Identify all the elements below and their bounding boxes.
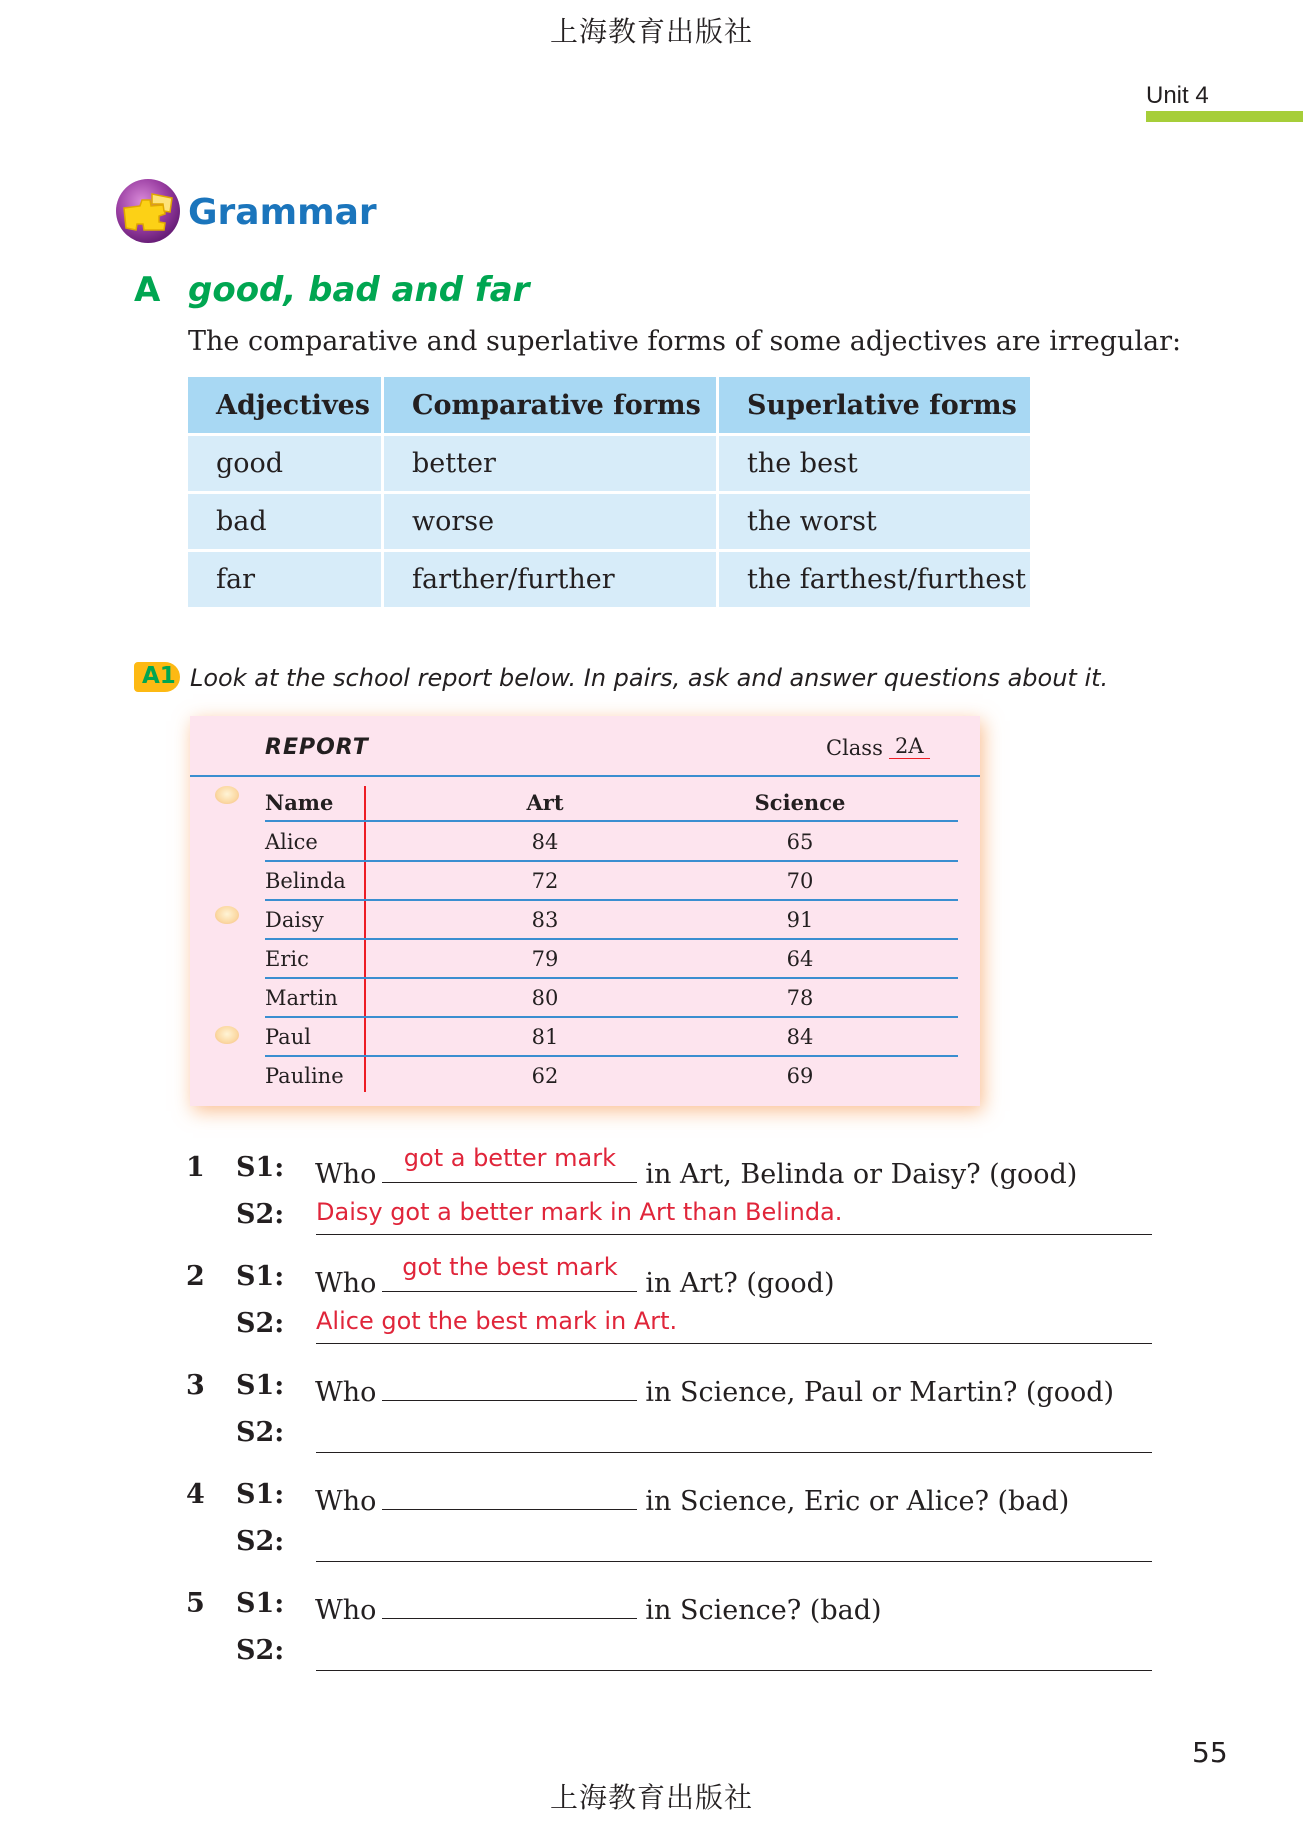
report-cell: 70: [786, 869, 814, 893]
binder-hole: [215, 1026, 239, 1044]
report-row: [265, 939, 958, 979]
page-number: 55: [1192, 1736, 1228, 1769]
question-who: Who: [315, 1486, 377, 1517]
question-number: 4: [186, 1479, 205, 1510]
table-header-cell: Adjectives: [188, 377, 381, 433]
written-answer: Daisy got a better mark in Art than Belinda.: [316, 1198, 843, 1226]
report-row: [265, 1056, 958, 1094]
question-number: 5: [186, 1588, 205, 1619]
report-cell: 91: [786, 908, 814, 932]
report-cell: 79: [531, 947, 559, 971]
report-row: [265, 861, 958, 901]
question-text: [315, 1370, 1114, 1408]
table-header-row: [188, 377, 1030, 433]
class-label: Class: [826, 736, 883, 760]
question-who: Who: [315, 1377, 377, 1408]
answer-blank[interactable]: [382, 1479, 637, 1510]
report-cell: 69: [786, 1064, 814, 1088]
blank-answer: got a better mark: [403, 1144, 617, 1172]
report-header-cell: Science: [754, 790, 846, 815]
table-row: [188, 494, 1030, 549]
answer-blank[interactable]: [382, 1144, 637, 1183]
unit-bar: [1146, 111, 1303, 122]
report-divider: [190, 775, 980, 777]
report-cell: Martin: [265, 986, 338, 1010]
report-cell: Paul: [265, 1025, 311, 1049]
report-cell: 72: [531, 869, 559, 893]
report-header-row: [265, 782, 958, 822]
speaker-label: S2:: [236, 1199, 285, 1230]
report-header-cell: Name: [265, 790, 334, 815]
table-cell: good: [188, 436, 381, 491]
speaker-label: S1:: [236, 1588, 285, 1619]
answer-blank[interactable]: [382, 1370, 637, 1401]
speaker-label: S2:: [236, 1635, 285, 1666]
report-row: [265, 900, 958, 940]
question-text: [315, 1479, 1069, 1517]
question-rest: in Art? (good): [645, 1268, 835, 1299]
report-cell: 64: [786, 947, 814, 971]
answer-line[interactable]: [316, 1307, 1152, 1344]
binder-hole: [215, 786, 239, 804]
exercise-number: A1: [142, 663, 176, 689]
report-cell: 83: [531, 908, 559, 932]
report-cell: Daisy: [265, 908, 324, 932]
adjective-table: [185, 374, 1033, 610]
speaker-label: S2:: [236, 1308, 285, 1339]
section-title: Grammar: [188, 192, 377, 233]
report-row: [265, 978, 958, 1018]
binder-hole: [215, 906, 239, 924]
table-cell: the farthest/furthest: [719, 552, 1030, 607]
speaker-label: S1:: [236, 1479, 285, 1510]
report-header-cell: Art: [526, 790, 564, 815]
report-cell: 84: [531, 830, 559, 854]
table-row: [188, 552, 1030, 607]
speaker-label: S2:: [236, 1417, 285, 1448]
report-title: REPORT: [265, 735, 369, 760]
question-rest: in Art, Belinda or Daisy? (good): [645, 1159, 1078, 1190]
question-text: [315, 1588, 882, 1626]
table-cell: bad: [188, 494, 381, 549]
table-header-cell: Comparative forms: [384, 377, 716, 433]
publisher-footer: 上海教育出版社: [549, 1781, 753, 1814]
report-cell: Alice: [265, 830, 318, 854]
question-who: Who: [315, 1595, 377, 1626]
question-text: [315, 1144, 1078, 1190]
speaker-label: S1:: [236, 1152, 285, 1183]
speaker-label: S1:: [236, 1370, 285, 1401]
exercise-instruction: Look at the school report below. In pairs, ask and answer questions about it.: [190, 664, 1109, 692]
answer-blank[interactable]: [382, 1253, 637, 1292]
subsection-title: good, bad and far: [188, 270, 530, 310]
report-cell: 81: [531, 1025, 559, 1049]
report-cell: Belinda: [265, 869, 346, 893]
report-cell: Eric: [265, 947, 309, 971]
intro-text: The comparative and superlative forms of some adjectives are irregular:: [188, 326, 1182, 357]
table-cell: far: [188, 552, 381, 607]
question-who: Who: [315, 1268, 377, 1299]
answer-line[interactable]: [316, 1416, 1152, 1453]
question-number: 2: [186, 1261, 205, 1292]
table-cell: farther/further: [384, 552, 716, 607]
report-cell: Pauline: [265, 1064, 344, 1088]
question-number: 1: [186, 1152, 205, 1183]
table-cell: the best: [719, 436, 1030, 491]
table-cell: better: [384, 436, 716, 491]
table-row: [188, 436, 1030, 491]
table-header-cell: Superlative forms: [719, 377, 1030, 433]
question-rest: in Science, Paul or Martin? (good): [645, 1377, 1115, 1408]
question-number: 3: [186, 1370, 205, 1401]
question-rest: in Science? (bad): [645, 1595, 882, 1626]
speaker-label: S2:: [236, 1526, 285, 1557]
report-cell: 62: [531, 1064, 559, 1088]
table-cell: the worst: [719, 494, 1030, 549]
report-row: [265, 822, 958, 862]
written-answer: Alice got the best mark in Art.: [316, 1307, 678, 1335]
puzzle-icon: [114, 178, 182, 244]
answer-line[interactable]: [316, 1634, 1152, 1671]
class-value: 2A: [889, 734, 930, 759]
answer-line[interactable]: [316, 1198, 1152, 1235]
publisher-header: 上海教育出版社: [549, 15, 753, 48]
blank-answer: got the best mark: [402, 1253, 618, 1281]
answer-blank[interactable]: [382, 1588, 637, 1619]
question-rest: in Science, Eric or Alice? (bad): [645, 1486, 1070, 1517]
report-cell: 84: [786, 1025, 814, 1049]
report-cell: 80: [531, 986, 559, 1010]
speaker-label: S1:: [236, 1261, 285, 1292]
answer-line[interactable]: [316, 1525, 1152, 1562]
question-who: Who: [315, 1159, 377, 1190]
subsection-letter: A: [134, 270, 161, 310]
unit-label: Unit 4: [1146, 82, 1209, 109]
report-cell: 78: [786, 986, 814, 1010]
question-text: [315, 1253, 835, 1299]
table-cell: worse: [384, 494, 716, 549]
report-row: [265, 1017, 958, 1057]
report-cell: 65: [786, 830, 814, 854]
